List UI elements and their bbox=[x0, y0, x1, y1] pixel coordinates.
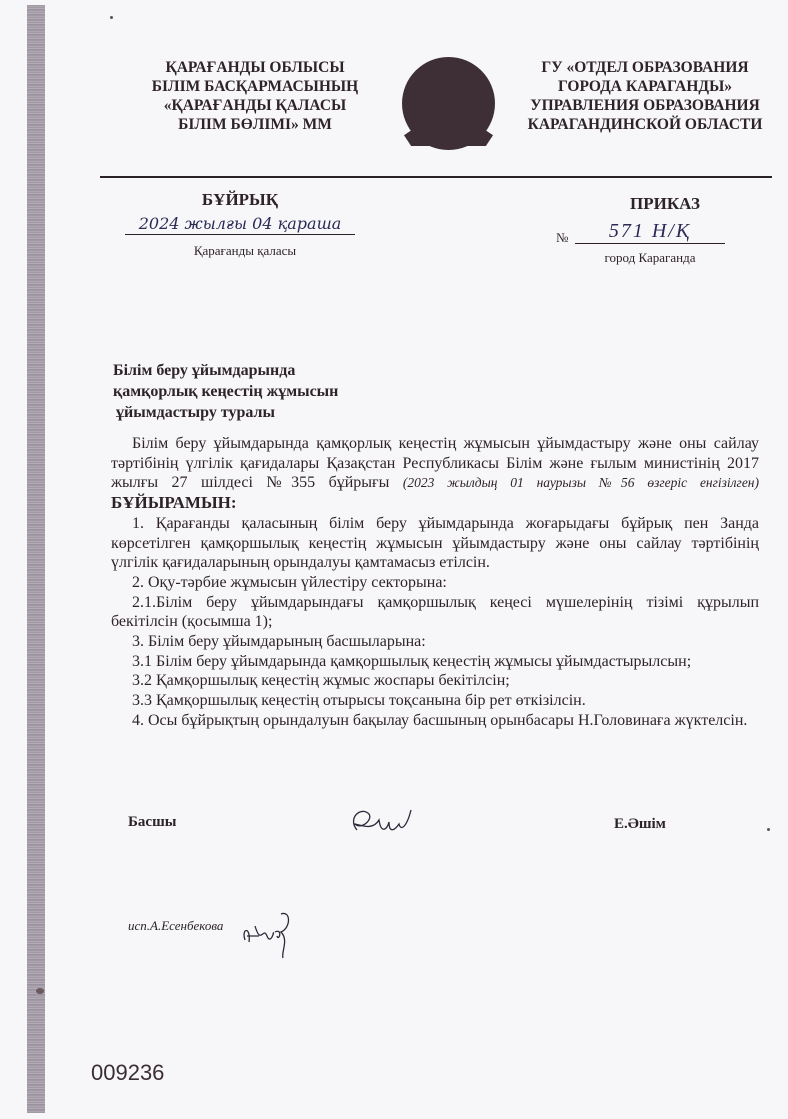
scan-speck bbox=[767, 828, 770, 831]
executor-name: исп.А.Есенбекова bbox=[128, 918, 224, 933]
order-item: 3.1 Білім беру ұйымдарында қамқоршылық кеңестің жұмысы ұйымдастырылсын; bbox=[132, 652, 692, 670]
order-city-ru: город Караганда bbox=[604, 250, 696, 265]
order-item: 2. Оқу-тәрбие жұмысын үйлестіру секторына: bbox=[132, 573, 447, 591]
header-line: «ҚАРАҒАНДЫ ҚАЛАСЫ bbox=[163, 97, 347, 114]
order-item: 3.2 Қамқоршылық кеңестің жұмыс жоспары бекітілсін; bbox=[132, 672, 510, 690]
scan-speck bbox=[36, 988, 44, 994]
header-kazakh-organization bbox=[140, 58, 370, 134]
order-item: 1. Қарағанды қаласының білім беру ұйымдарында жоғарыдағы бұйрық пен Занда көрсетілген қамқоршылық кеңестің жұмысын ұйымдастыру және оны сайлау тәртібінің үлгілік қағидаларының орындалуы қамтамасыз етілсін. bbox=[111, 514, 759, 572]
subject-line: қамқорлық кеңестің жұмысын bbox=[113, 383, 339, 400]
state-emblem-ribbon-icon bbox=[404, 128, 493, 146]
order-item: 3.3 Қамқоршылық кеңестің отырысы тоқсанына бір рет өткізілсін. bbox=[132, 692, 586, 710]
subject-line: Білім беру ұйымдарында bbox=[113, 362, 296, 379]
header-russian-organization bbox=[520, 58, 770, 134]
order-item: 4. Осы бұйрықтың орындалуын бақылау басшының орынбасары Н.Головинаға жүктелсін. bbox=[132, 711, 748, 729]
handwritten-signature-icon bbox=[343, 800, 423, 848]
order-title-ru: ПРИКАЗ bbox=[630, 194, 700, 213]
order-title-kz: БҰЙРЫҚ bbox=[201, 190, 279, 209]
order-number-label: № bbox=[556, 230, 569, 245]
signature-block bbox=[128, 808, 768, 848]
order-subject bbox=[113, 360, 413, 423]
executor-signature-icon bbox=[237, 906, 297, 961]
order-city-kz: Қарағанды қаласы bbox=[193, 243, 297, 258]
order-body bbox=[111, 434, 759, 731]
document-serial-number: 009236 bbox=[91, 1060, 165, 1085]
subject-line: ұйымдастыру туралы bbox=[116, 404, 275, 421]
intro-amendment-note: (2023 жылдың 01 наурызы №56 өзгеріс енгізілген) bbox=[402, 475, 760, 491]
header-line: ҚАРАҒАНДЫ ОБЛЫСЫ bbox=[165, 59, 345, 76]
header-divider bbox=[100, 176, 772, 178]
header-line: БІЛІМ БАСҚАРМАСЫНЫҢ bbox=[151, 78, 359, 95]
signer-title: Басшы bbox=[128, 814, 177, 830]
header-line: КАРАГАНДИНСКОЙ ОБЛАСТИ bbox=[527, 116, 763, 133]
header-line: БІЛІМ БӨЛІМІ» ММ bbox=[178, 116, 332, 133]
order-date-handwritten: 2024 жылғы 04 қараша bbox=[125, 214, 355, 235]
scan-speck bbox=[110, 16, 113, 19]
signer-name: Е.Әшім bbox=[614, 816, 666, 832]
order-item: 2.1.Білім беру ұйымдарындағы қамқоршылық кеңесі мүшелерінің тізімі құрылып бекітілсін (қосымша 1); bbox=[111, 593, 759, 631]
header-line: ГОРОДА КАРАГАНДЫ» bbox=[557, 78, 733, 95]
header-line: УПРАВЛЕНИЯ ОБРАЗОВАНИЯ bbox=[530, 97, 760, 114]
scan-edge-strip bbox=[27, 5, 45, 1113]
intro-paragraph bbox=[111, 434, 759, 514]
intro-text: Білім беру ұйымдарында қамқорлық кеңестің жұмысын ұйымдастыру және оны сайлау тәртібінің үлгілік қағидалары Қазақстан Республикасы Білім және ғылым министінің 2017 жылғы 27 шілдесі №355 бұйрығы bbox=[111, 435, 759, 492]
order-number-handwritten: 571 Н/Қ bbox=[575, 220, 725, 244]
intro-order-word: БҰЙЫРАМЫН: bbox=[111, 493, 237, 513]
order-item: 3. Білім беру ұйымдарының басшыларына: bbox=[132, 633, 426, 651]
header-line: ГУ «ОТДЕЛ ОБРАЗОВАНИЯ bbox=[541, 59, 749, 76]
